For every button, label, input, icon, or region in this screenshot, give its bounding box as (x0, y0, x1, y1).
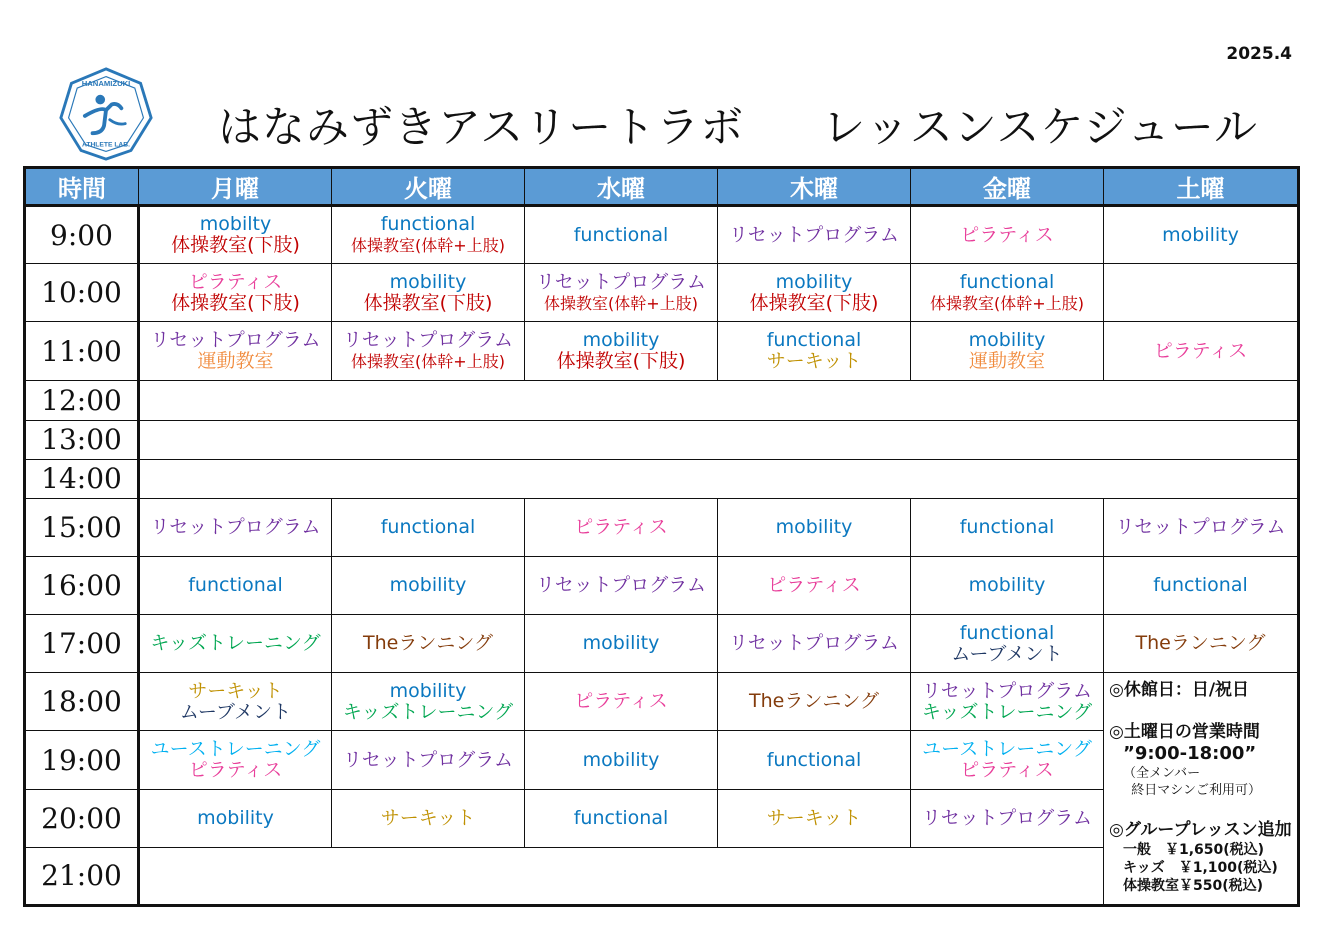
lesson-label: mobility (389, 679, 467, 702)
title-sub: レッスンスケジュール (822, 103, 1258, 153)
lesson-cell-thursday (718, 673, 911, 731)
lesson-label: functional (959, 621, 1055, 644)
lesson-cell-monday (139, 206, 332, 264)
lesson-cell-tuesday (332, 789, 525, 847)
lesson-cell-tuesday (332, 556, 525, 614)
lesson-cell-tuesday (332, 206, 525, 264)
header-time: 時間 (25, 168, 139, 206)
lesson-label: functional (380, 213, 476, 236)
lesson-label: mobility (197, 806, 274, 829)
price-general: 一般 ￥1,650(税込) (1123, 842, 1265, 859)
header-saturday: 土曜 (1104, 168, 1299, 206)
lesson-label: functional (188, 574, 283, 597)
title-main: はなみずきアスリートラボ (218, 103, 745, 153)
header-monday: 月曜 (139, 168, 332, 206)
time-cell: 18:00 (25, 673, 139, 731)
hanamizuki-logo (58, 66, 154, 162)
lesson-label: functional (573, 223, 669, 246)
lesson-cell-tuesday (332, 498, 525, 556)
lesson-label: mobility (582, 632, 660, 655)
lesson-cell-thursday (718, 264, 911, 322)
lesson-cell-monday (139, 498, 332, 556)
time-cell: 9:00 (25, 206, 139, 264)
lesson-cell-wednesday (525, 789, 718, 847)
lesson-cell-thursday (718, 731, 911, 789)
lesson-cell-tuesday (332, 264, 525, 322)
lesson-label: mobility (775, 515, 853, 538)
lesson-cell-thursday (718, 206, 911, 264)
lesson-label: 体操教室(下肢) (171, 234, 300, 257)
lesson-label: リセットプログラム (150, 329, 321, 352)
lesson-label: ピラティス (767, 574, 861, 597)
info-notes (1104, 673, 1299, 906)
header-wednesday: 水曜 (525, 168, 718, 206)
lesson-label: ピラティス (960, 223, 1054, 246)
schedule-row (25, 264, 1299, 322)
svg-text:HANAMIZUKI: HANAMIZUKI (81, 79, 131, 89)
lesson-label: mobility (968, 329, 1046, 352)
lesson-cell-monday (139, 615, 332, 673)
lesson-label: キッズトレーニング (150, 632, 321, 655)
time-cell: 13:00 (25, 420, 139, 459)
lesson-label: リセットプログラム (342, 329, 514, 352)
schedule-row (25, 420, 1299, 459)
lesson-label: functional (766, 329, 862, 352)
lesson-label: リセットプログラム (535, 270, 707, 293)
time-cell: 19:00 (25, 731, 139, 789)
schedule-row (25, 498, 1299, 556)
time-cell: 14:00 (25, 459, 139, 498)
lesson-label: 体操教室(下肢) (171, 291, 300, 314)
lesson-cell-wednesday (525, 322, 718, 381)
lesson-label: 体操教室(体幹+上肢) (351, 352, 505, 372)
price-gym-class: 体操教室￥550(税込) (1123, 878, 1264, 895)
lesson-label: 体操教室(下肢) (556, 350, 686, 373)
time-cell: 12:00 (25, 381, 139, 420)
schedule-row (25, 381, 1299, 420)
lesson-label: サーキット (766, 806, 862, 829)
lesson-label: 体操教室(体幹+上肢) (351, 236, 505, 256)
lesson-label: 運動教室 (197, 350, 274, 373)
lesson-cell-wednesday (525, 556, 718, 614)
lesson-cell-thursday (718, 322, 911, 381)
schedule-row (25, 847, 1299, 905)
schedule-row (25, 673, 1299, 731)
lesson-label: functional (959, 270, 1055, 293)
lesson-cell-saturday (1104, 615, 1299, 673)
time-cell: 16:00 (25, 556, 139, 614)
page-title (218, 94, 1258, 155)
schedule-body (25, 206, 1299, 906)
lesson-label: キッズトレーニング (342, 700, 514, 723)
lesson-label: ムーブメント (951, 642, 1063, 665)
lesson-label: mobility (582, 329, 660, 352)
time-cell: 11:00 (25, 322, 139, 381)
lesson-cell-tuesday (332, 322, 525, 381)
lesson-cell-saturday (1104, 322, 1299, 381)
time-cell: 17:00 (25, 615, 139, 673)
lesson-cell-tuesday (332, 673, 525, 731)
saturday-hours: ”9:00-18:00” (1123, 743, 1257, 765)
lesson-label: functional (959, 515, 1055, 538)
lesson-label: functional (766, 748, 862, 771)
empty-slot (139, 381, 1299, 420)
lesson-label: Theランニング (749, 690, 879, 713)
schedule-row (25, 206, 1299, 264)
lesson-schedule-table (23, 166, 1300, 907)
lesson-label: ピラティス (188, 270, 283, 293)
price-kids: キッズ ￥1,100(税込) (1123, 860, 1278, 877)
schedule-row (25, 322, 1299, 381)
lesson-label: リセットプログラム (342, 748, 514, 771)
lesson-label: サーキット (380, 806, 476, 829)
lesson-label: ピラティス (574, 515, 668, 538)
header-tuesday: 火曜 (332, 168, 525, 206)
lesson-cell-saturday (1104, 498, 1299, 556)
header-row (25, 168, 1299, 206)
lesson-cell-saturday (1104, 556, 1299, 614)
header-thursday: 木曜 (718, 168, 911, 206)
lesson-label: functional (1153, 574, 1248, 597)
lesson-cell-wednesday (525, 615, 718, 673)
lesson-label: Theランニング (1135, 632, 1266, 655)
schedule-row (25, 556, 1299, 614)
lesson-label: functional (380, 515, 476, 538)
lesson-cell-wednesday (525, 264, 718, 322)
lesson-label: 運動教室 (968, 350, 1045, 373)
lesson-label: リセットプログラム (921, 806, 1093, 829)
lesson-label: ピラティス (188, 759, 283, 781)
lesson-label: ユーストレーニング (922, 738, 1092, 760)
lesson-label: リセットプログラム (1115, 515, 1286, 538)
lesson-label: ピラティス (574, 690, 668, 713)
time-cell: 10:00 (25, 264, 139, 322)
lesson-label: 体操教室(下肢) (749, 291, 879, 314)
lesson-label: ピラティス (1153, 339, 1248, 362)
group-lesson-title: ◎グループレッスン追加 (1109, 820, 1292, 841)
schedule-row (25, 615, 1299, 673)
empty-slot (139, 459, 1299, 498)
lesson-label: リセットプログラム (150, 515, 321, 538)
lesson-cell-monday (139, 264, 332, 322)
lesson-label: サーキット (766, 350, 862, 373)
lesson-label: functional (573, 806, 669, 829)
time-cell: 21:00 (25, 847, 139, 905)
lesson-cell-friday (911, 615, 1104, 673)
lesson-cell-wednesday (525, 731, 718, 789)
lesson-label: mobility (582, 748, 660, 771)
schedule-row (25, 459, 1299, 498)
lesson-label: Theランニング (363, 632, 493, 655)
lesson-cell-friday (911, 673, 1104, 731)
lesson-label: mobility (968, 574, 1046, 597)
header-friday: 金曜 (911, 168, 1104, 206)
lesson-cell-tuesday (332, 615, 525, 673)
lesson-label: mobility (775, 270, 853, 293)
lesson-label: ピラティス (960, 759, 1054, 781)
saturday-note-1: （全メンバー (1123, 766, 1201, 782)
empty-slot (139, 420, 1299, 459)
lesson-cell-wednesday (525, 673, 718, 731)
lesson-label: リセットプログラム (728, 632, 900, 655)
lesson-cell-friday (911, 322, 1104, 381)
lesson-label: mobility (1162, 223, 1239, 246)
lesson-cell-wednesday (525, 206, 718, 264)
lesson-label: mobilty (199, 213, 272, 236)
lesson-cell-thursday (718, 789, 911, 847)
lesson-cell-friday (911, 731, 1104, 789)
lesson-cell-saturday (1104, 206, 1299, 264)
lesson-cell-saturday (1104, 264, 1299, 322)
svg-text:ATHLETE LAB.: ATHLETE LAB. (81, 141, 131, 149)
saturday-note-2: 終日マシンご利用可） (1123, 783, 1261, 799)
time-cell: 20:00 (25, 789, 139, 847)
saturday-hours-title: ◎土曜日の営業時間 (1109, 722, 1260, 743)
lesson-label: リセットプログラム (921, 679, 1093, 702)
time-cell: 15:00 (25, 498, 139, 556)
lesson-cell-monday (139, 789, 332, 847)
lesson-label: mobility (389, 270, 467, 293)
lesson-label: キッズトレーニング (921, 700, 1093, 723)
lesson-label: mobility (389, 574, 467, 597)
schedule-date: 2025.4 (1226, 44, 1292, 64)
lesson-label: 体操教室(体幹+上肢) (544, 293, 698, 313)
lesson-cell-friday (911, 206, 1104, 264)
lesson-cell-friday (911, 556, 1104, 614)
lesson-cell-wednesday (525, 498, 718, 556)
lesson-label: ユーストレーニング (150, 738, 321, 760)
lesson-label: 体操教室(体幹+上肢) (930, 293, 1084, 313)
lesson-cell-friday (911, 498, 1104, 556)
closed-days-note: ◎休館日：日/祝日 (1109, 680, 1250, 701)
lesson-cell-thursday (718, 556, 911, 614)
lesson-label: 体操教室(下肢) (363, 291, 493, 314)
lesson-cell-thursday (718, 615, 911, 673)
lesson-label: リセットプログラム (535, 574, 707, 597)
lesson-cell-monday (139, 731, 332, 789)
lesson-cell-friday (911, 789, 1104, 847)
lesson-label: サーキット (188, 679, 283, 702)
lesson-cell-monday (139, 556, 332, 614)
lesson-cell-monday (139, 673, 332, 731)
lesson-cell-monday (139, 322, 332, 381)
lesson-label: リセットプログラム (728, 223, 900, 246)
lesson-label: ムーブメント (179, 700, 292, 723)
lesson-cell-friday (911, 264, 1104, 322)
lesson-cell-tuesday (332, 731, 525, 789)
lesson-cell-thursday (718, 498, 911, 556)
